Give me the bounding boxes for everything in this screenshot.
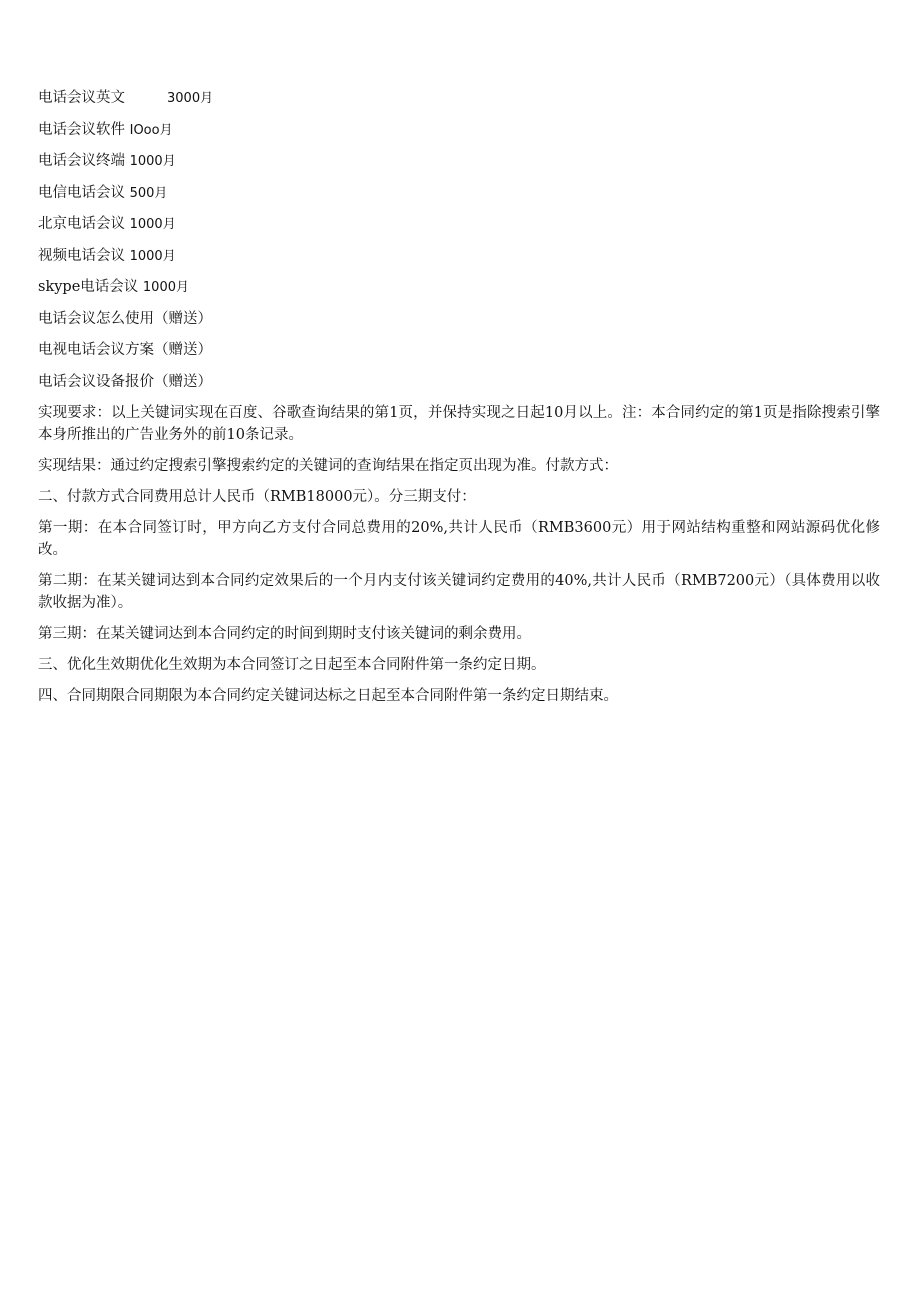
keyword-name: 电话会议软件 [38,121,125,138]
keyword-price-list [38,87,880,402]
keyword-price: 1000月 [129,154,176,169]
keyword-name: 电话会议英文 [38,90,125,106]
keyword-price: 3000月 [167,91,214,106]
phase1-paragraph: 第一期：在本合同签订时，甲方向乙方支付合同总费用的20%,共计人民币（RMB3600元）用于网站结构重整和网站源码优化修改。 [38,520,880,558]
keyword-price: 1000月 [142,280,189,295]
phase2-paragraph: 第二期：在某关键词达到本合同约定效果后的一个月内支付该关键词约定费用的40%,共计人民币（RMB7200元）（具体费用以收款收据为准）。 [38,573,880,611]
keyword-name: 视频电话会议 [38,247,125,264]
keyword-name: 电信电话会议 [38,184,125,201]
keyword-item [38,245,880,277]
keyword-price: IOoo月 [129,122,173,138]
keyword-name: 电话会议怎么使用（赠送） [38,310,212,327]
document-page [38,87,880,716]
keyword-name: 电话会议设备报价（赠送） [38,373,212,390]
contract-term-paragraph: 四、合同期限合同期限为本合同约定关键词达标之日起至本合同附件第一条约定日期结束。 [38,688,618,704]
keyword-name: 电话会议终端 [38,153,125,169]
keyword-name: skype电话会议 [38,279,139,295]
keyword-item [38,119,880,151]
keyword-price: 1000月 [129,248,176,264]
requirement-paragraph: 实现要求：以上关键词实现在百度、谷歌查询结果的第1页，并保持实现之日起10月以上。注：本合同约定的第1页是指除搜索引擎本身所推出的广告业务外的前10条记录。 [38,405,880,443]
keyword-item [38,308,880,340]
keyword-item [38,150,880,182]
keyword-item [38,339,880,371]
result-paragraph: 实现结果：通过约定搜索引擎搜索约定的关键词的查询结果在指定页出现为准。付款方式： [38,458,618,474]
payment-section-paragraph: 二、付款方式合同费用总计人民币（RMB18000元）。分三期支付： [38,489,476,505]
keyword-price: 500月 [129,185,168,201]
keyword-item [38,371,880,403]
keyword-item [38,276,880,308]
keyword-item [38,87,880,119]
keyword-item [38,213,880,245]
effective-period-paragraph: 三、优化生效期优化生效期为本合同签订之日起至本合同附件第一条约定日期。 [38,657,546,673]
keyword-name: 电视电话会议方案（赠送） [38,342,212,358]
keyword-item [38,182,880,214]
keyword-name: 北京电话会议 [38,216,125,232]
keyword-price: 1000月 [129,217,176,232]
phase3-paragraph: 第三期：在某关键词达到本合同约定的时间到期时支付该关键词的剩余费用。 [38,626,531,642]
